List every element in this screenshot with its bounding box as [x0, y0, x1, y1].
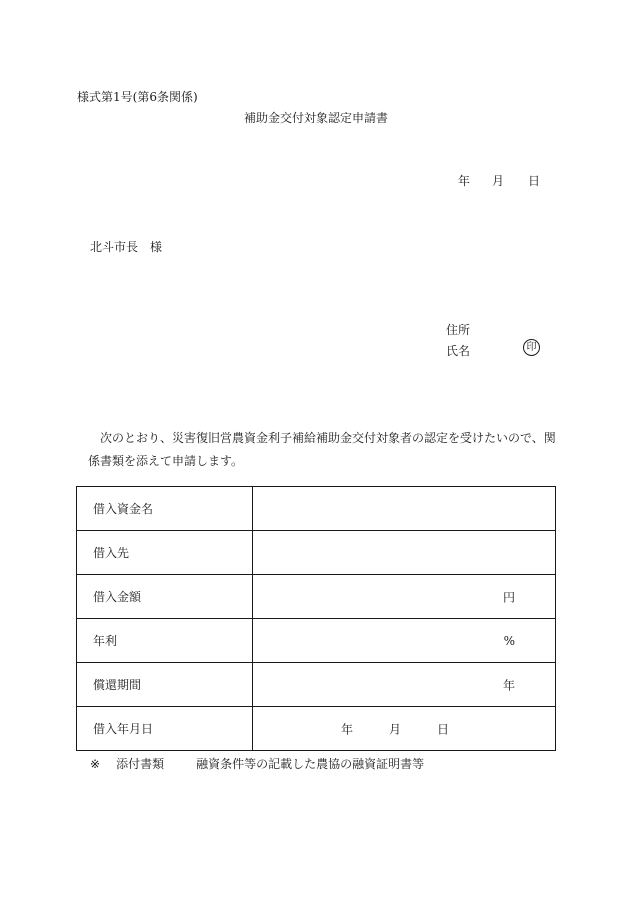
attachment-label: 添付書類 [116, 757, 165, 771]
borrow-date-year: 年 [341, 722, 354, 736]
table-row [77, 663, 556, 707]
note-mark: ※ [90, 757, 101, 771]
borrow-date-day: 日 [437, 722, 450, 736]
table-row [77, 531, 556, 575]
table-row [77, 707, 556, 751]
row-label-borrow-date: 借入年月日 [77, 707, 253, 751]
row-label-loan-amount: 借入金額 [77, 575, 253, 619]
document-title: 補助金交付対象認定申請書 [244, 111, 389, 125]
row-label-lender: 借入先 [77, 531, 253, 575]
date-day: 日 [528, 174, 541, 188]
attachment-text: 融資条件等の記載した農協の融資証明書等 [196, 757, 425, 771]
statement-line-2: 係書類を添えて申請します。 [88, 454, 244, 468]
seal-mark: 印 [523, 339, 540, 356]
borrow-date-field[interactable] [253, 707, 556, 751]
date-month: 月 [492, 174, 505, 188]
lender-field[interactable] [253, 531, 556, 575]
form-number: 様式第1号(第6条関係) [77, 90, 198, 104]
statement-line-1: 次のとおり、災害復旧営農資金利子補給補助金交付対象者の認定を受けたいので、関 [100, 431, 556, 445]
annual-interest-field[interactable] [253, 619, 556, 663]
table-row [77, 575, 556, 619]
loan-fund-name-field[interactable] [253, 487, 556, 531]
yen-unit: 円 [502, 590, 515, 604]
borrow-date-line [341, 720, 449, 737]
attachment-note [90, 755, 424, 772]
row-label-repayment-period: 償還期間 [77, 663, 253, 707]
row-label-annual-interest: 年利 [77, 619, 253, 663]
borrow-date-month: 月 [389, 722, 402, 736]
year-unit: 年 [502, 678, 515, 692]
percent-unit: % [503, 633, 515, 648]
address-label: 住所 [446, 323, 471, 337]
repayment-period-field[interactable] [253, 663, 556, 707]
table-row [77, 487, 556, 531]
loan-amount-field[interactable] [253, 575, 556, 619]
addressee: 北斗市長 様 [90, 240, 163, 254]
application-statement [88, 427, 558, 473]
row-label-loan-fund-name: 借入資金名 [77, 487, 253, 531]
table-row [77, 619, 556, 663]
loan-details-table [76, 486, 556, 751]
name-label: 氏名 [446, 344, 471, 358]
date-year: 年 [458, 174, 471, 188]
